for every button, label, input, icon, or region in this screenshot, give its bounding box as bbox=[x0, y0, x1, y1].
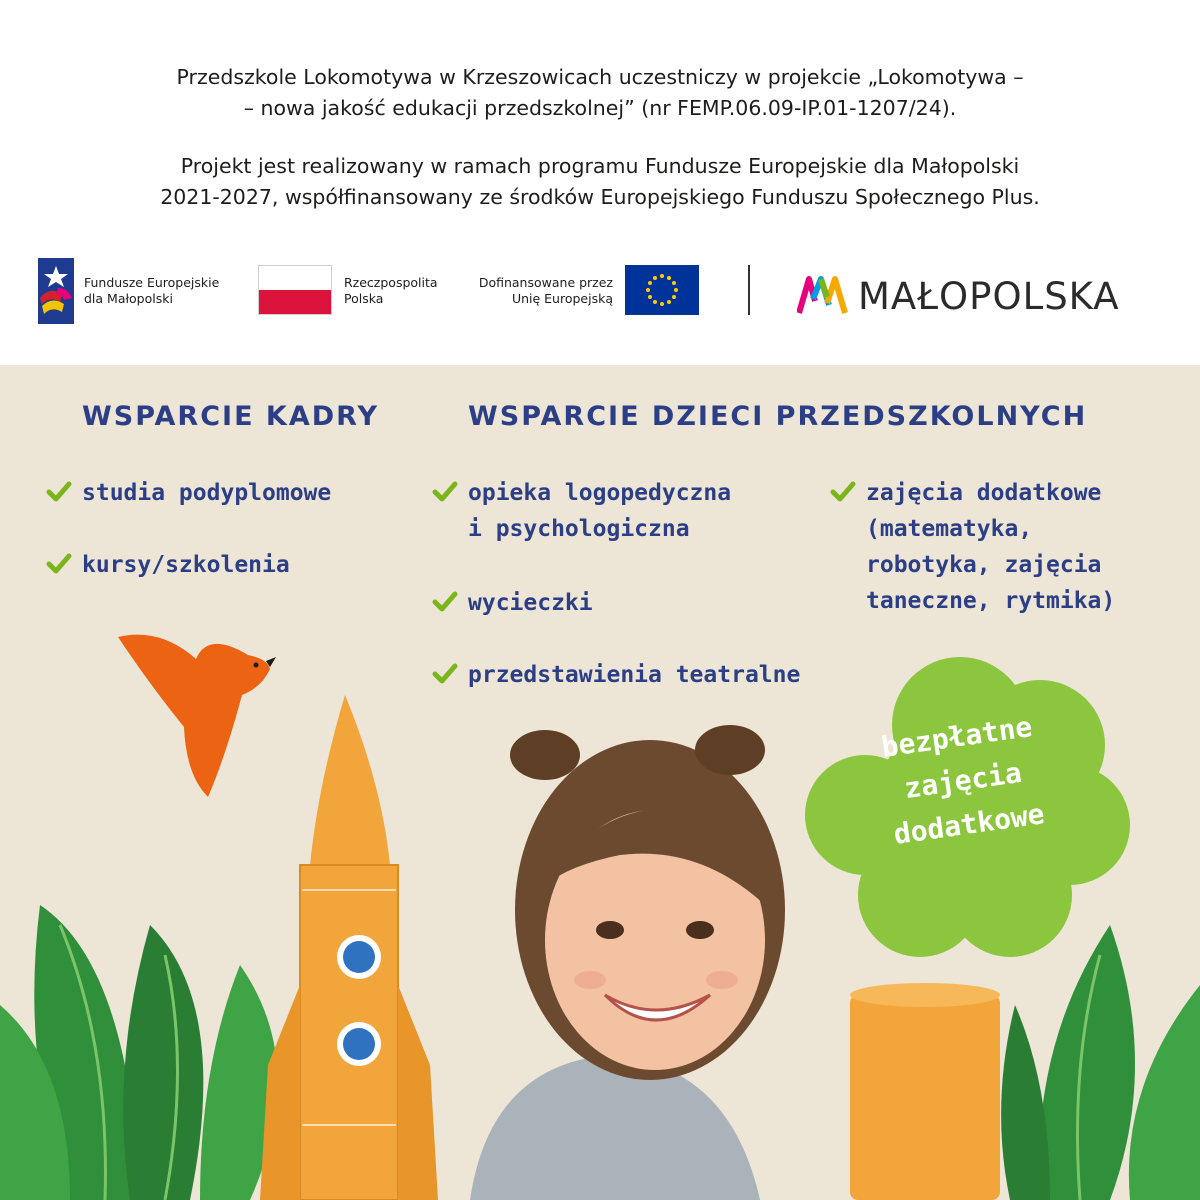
extra-classes-line-3: robotyka, zajęcia bbox=[866, 552, 1102, 578]
check-icon bbox=[46, 553, 72, 575]
fe-text-line-2: dla Małopolski bbox=[84, 291, 173, 306]
intro-line-2: – nowa jakość edukacji przedszkolnej” (nr FEMP.06.09-IP.01-1207/24). bbox=[243, 96, 957, 120]
heading-staff-support: WSPARCIE KADRY bbox=[82, 401, 380, 432]
check-icon bbox=[830, 481, 856, 503]
leaf-illustration-left bbox=[0, 905, 278, 1200]
staff-item-1-label: studia podyplomowe bbox=[82, 480, 332, 506]
fe-text-line-1: Fundusze Europejskie bbox=[84, 275, 220, 290]
logo-divider bbox=[748, 265, 750, 315]
poland-flag bbox=[258, 265, 332, 315]
badge-line-2: zajęcia bbox=[902, 755, 1024, 806]
check-icon bbox=[432, 481, 458, 503]
theatre-label: przedstawienia teatralne bbox=[468, 662, 801, 688]
eu-flag bbox=[625, 265, 699, 315]
eu-text-line-2: Unię Europejską bbox=[511, 291, 613, 306]
children-item-extra-classes bbox=[866, 475, 1115, 619]
intro-line-1: Przedszkole Lokomotywa w Krzeszowicach uczestniczy w projekcie „Lokomotywa – bbox=[176, 65, 1024, 89]
extra-classes-line-4: taneczne, rytmika) bbox=[866, 588, 1116, 614]
fe-logo-text bbox=[84, 275, 219, 307]
project-intro bbox=[30, 62, 1170, 124]
cylinder-illustration bbox=[850, 983, 1000, 1200]
children-item-trips bbox=[468, 585, 593, 621]
rocket-illustration bbox=[260, 695, 438, 1200]
rp-text-line-2: Polska bbox=[344, 291, 384, 306]
badge-line-3: dodatkowe bbox=[891, 797, 1047, 851]
heading-children-support: WSPARCIE DZIECI PRZEDSZKOLNYCH bbox=[468, 401, 1088, 432]
children-item-therapy bbox=[468, 475, 731, 547]
check-icon bbox=[432, 591, 458, 613]
rp-text-line-1: Rzeczpospolita bbox=[344, 275, 438, 290]
malopolska-wordmark: MAŁOPOLSKA bbox=[858, 275, 1120, 318]
bird-illustration bbox=[118, 635, 276, 797]
girl-photo bbox=[470, 725, 785, 1200]
intro-line-3: Projekt jest realizowany w ramach programu Fundusze Europejskie dla Małopolski bbox=[180, 154, 1020, 178]
eu-logo-text bbox=[455, 275, 613, 307]
malopolska-logo bbox=[797, 275, 849, 315]
staff-item-2-label: kursy/szkolenia bbox=[82, 552, 290, 578]
extra-classes-line-2: (matematyka, bbox=[866, 516, 1033, 542]
staff-item-1 bbox=[82, 475, 331, 511]
fe-logo bbox=[38, 258, 74, 324]
leaf-illustration-right bbox=[1001, 925, 1200, 1200]
eu-text-line-1: Dofinansowane przez bbox=[478, 275, 613, 290]
check-icon bbox=[432, 663, 458, 685]
poster-section bbox=[0, 365, 1200, 1200]
badge-line-1: bezpłatne bbox=[879, 710, 1035, 764]
therapy-line-2: i psychologiczna bbox=[468, 516, 690, 542]
trips-label: wycieczki bbox=[468, 590, 593, 616]
staff-item-2 bbox=[82, 547, 290, 583]
extra-classes-line-1: zajęcia dodatkowe bbox=[866, 480, 1102, 506]
therapy-line-1: opieka logopedyczna bbox=[468, 480, 732, 506]
program-info bbox=[30, 151, 1170, 213]
intro-line-4: 2021-2027, współfinansowany ze środków Europejskiego Funduszu Społecznego Plus. bbox=[160, 185, 1040, 209]
check-icon bbox=[46, 481, 72, 503]
rp-logo-text bbox=[344, 275, 438, 307]
funding-logos-bar bbox=[0, 255, 1200, 335]
header-section bbox=[0, 0, 1200, 365]
children-item-theatre bbox=[468, 657, 800, 693]
